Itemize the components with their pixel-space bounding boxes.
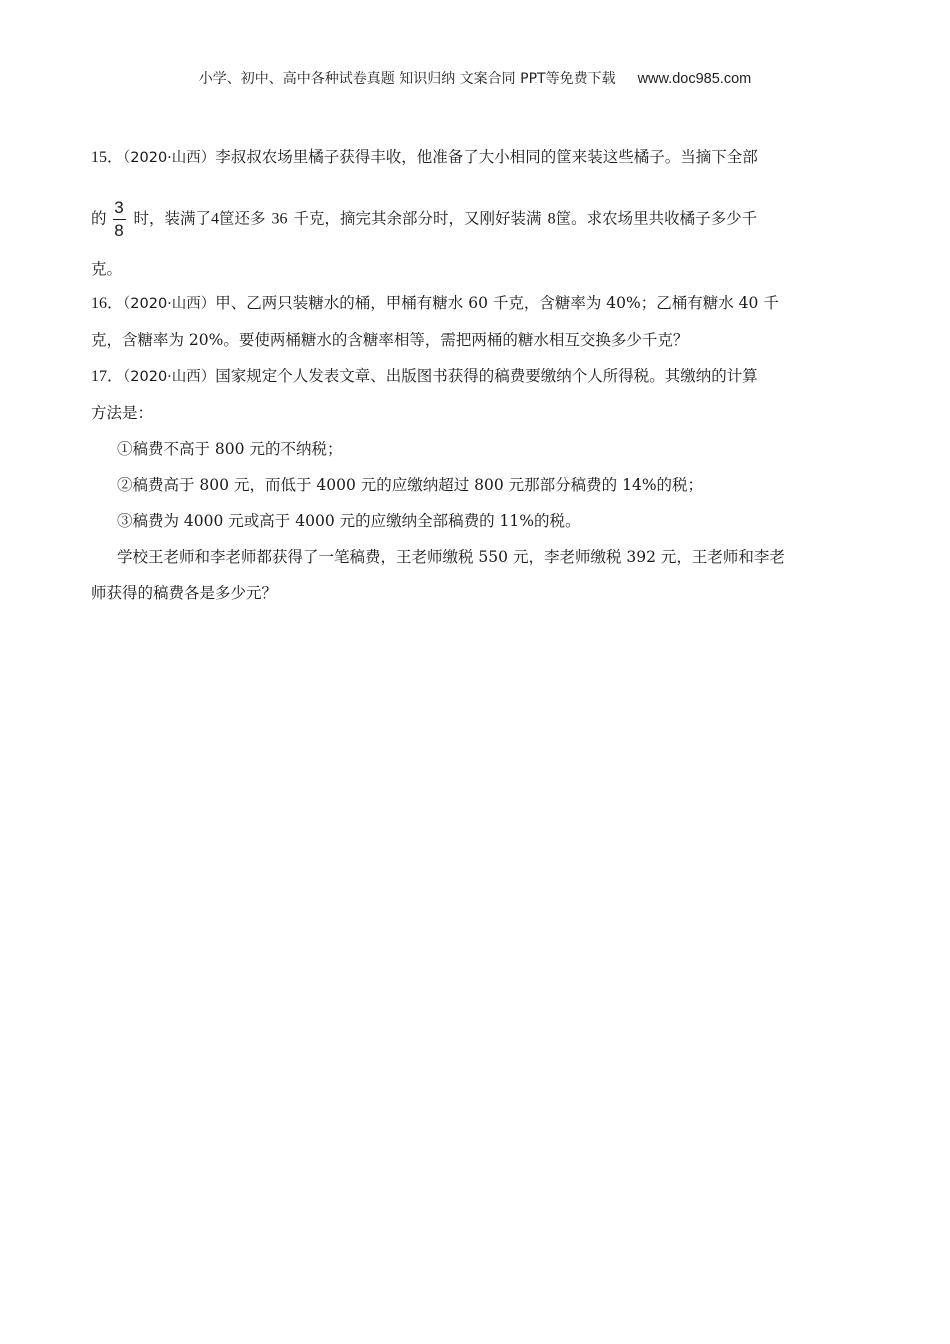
q16-line-1	[91, 293, 779, 314]
page-header	[0, 68, 950, 88]
q15-number-8: 8	[547, 210, 556, 228]
q16-text-2: 克，含糖率为 20%。要使两桶糖水的含糖率相等，需把两桶的糖水相互交换多少千克？	[91, 331, 689, 349]
fraction-denominator: 8	[114, 221, 124, 240]
q16-source: （2020·山西）	[123, 296, 216, 312]
q17-source: （2020·山西）	[123, 369, 216, 385]
fraction-three-eighths	[113, 198, 126, 241]
q17-paragraph-2	[91, 583, 277, 603]
q15-line-1	[91, 147, 758, 168]
q15-text-2a: 时，装满了	[133, 209, 212, 228]
q15-text-2c: 筐还多	[219, 209, 266, 228]
fraction-bar	[113, 219, 126, 220]
q17-rule-3	[117, 511, 580, 531]
q15-text-2e: 千克，摘完其余部分时，又刚好装满	[293, 209, 542, 228]
q15-text-2-pre: 的	[91, 209, 107, 228]
q16-number: 16．	[91, 295, 124, 312]
q15-number: 15．	[91, 149, 124, 166]
q17-text-2: 方法是：	[91, 404, 154, 422]
q15-text-3: 克。	[91, 260, 123, 278]
q17-rule-2-text: ②稿费高于 800 元，而低于 4000 元的应缴纳超过 800 元那部分稿费的 14%的税；	[117, 476, 704, 494]
q17-line-1	[91, 366, 758, 387]
q16-text-1: 甲、乙两只装糖水的桶，甲桶有糖水 60 千克，含糖率为 40%；乙桶有糖水 40 千	[215, 294, 779, 312]
q15-source: （2020·山西）	[123, 150, 216, 166]
q16-line-2	[91, 330, 688, 350]
header-text: 小学、初中、高中各种试卷真题 知识归纳 文案合同 PPT等免费下载	[198, 71, 616, 87]
q17-text-1: 国家规定个人发表文章、出版图书获得的稿费要缴纳个人所得税。其缴纳的计算	[215, 367, 758, 385]
q17-rule-1-text: ①稿费不高于 800 元的不纳税；	[117, 440, 343, 458]
q15-number-36: 36	[271, 210, 288, 228]
fraction-numerator: 3	[114, 198, 124, 217]
q15-number-4: 4	[211, 210, 220, 228]
q17-paragraph-2-text: 师获得的稿费各是多少元？	[91, 584, 278, 602]
q17-rule-3-text: ③稿费为 4000 元或高于 4000 元的应缴纳全部稿费的 11%的税。	[117, 512, 581, 530]
q17-rule-2	[117, 475, 703, 495]
q17-rule-1	[117, 439, 342, 459]
q15-text-1: 李叔叔农场里橘子获得丰收，他准备了大小相同的筐来装这些橘子。当摘下全部	[215, 148, 758, 166]
q17-paragraph-1-text: 学校王老师和李老师都获得了一笔稿费，王老师缴税 550 元，李老师缴税 392 元，王老师和李老	[117, 548, 785, 566]
q17-paragraph-1	[117, 547, 785, 567]
q15-line-2	[91, 198, 757, 241]
header-url[interactable]: www.doc985.com	[637, 71, 752, 87]
q17-number: 17．	[91, 368, 124, 385]
q15-text-2g: 筐。求农场里共收橘子多少千	[555, 209, 758, 228]
q15-line-3	[91, 259, 122, 279]
q17-line-2	[91, 403, 153, 423]
